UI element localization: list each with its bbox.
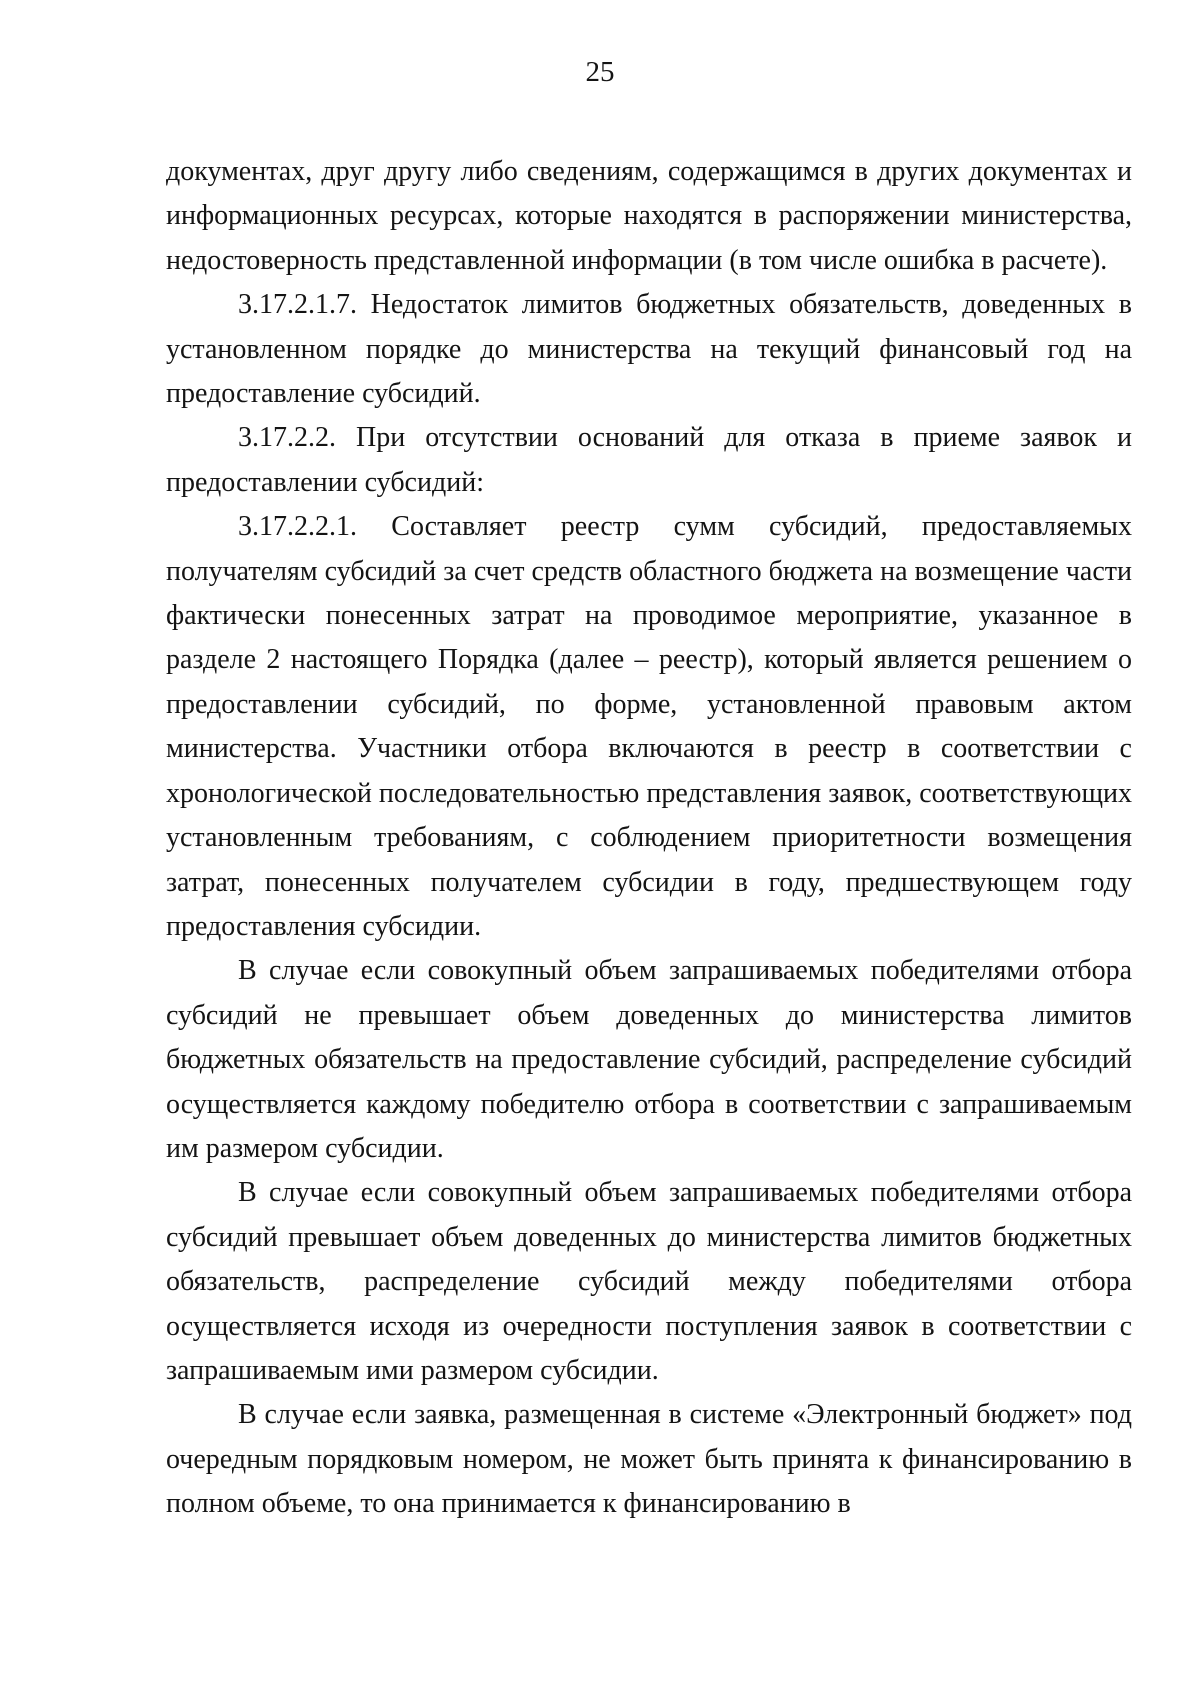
page-number: 25 [585, 56, 615, 88]
paragraph-continued: документах, друг другу либо сведениям, содержащимся в других документах и информационных ресурсах, которые находятся в распоряжении министерства, недостоверность представленной информации (в том числе ошибка в расчете). [166, 156, 1132, 276]
document-body [166, 150, 1132, 1527]
paragraph-3-17-2-2: 3.17.2.2. При отсутствии оснований для отказа в приеме заявок и предоставлении субсидий: [166, 422, 1132, 498]
paragraph-distribution-within-limits: В случае если совокупный объем запрашиваемых победителями отбора субсидий не превышает объем доведенных до министерства лимитов бюджетных обязательств на предоставление субсидий, распределение субсидий осуществляется каждому победителю отбора в соответствии с запрашиваемым им размером субсидии. [166, 955, 1132, 1164]
paragraph-partial-financing: В случае если заявка, размещенная в системе «Электронный бюджет» под очередным порядковым номером, не может быть принята к финансированию в полном объеме, то она принимается к финансированию в [166, 1399, 1132, 1520]
paragraph-3-17-2-2-1: 3.17.2.2.1. Составляет реестр сумм субсидий, предоставляемых получателям субсидий за счет средств областного бюджета на возмещение части фактически понесенных затрат на проводимое мероприятие, указанное в разделе 2 настоящего Порядка (далее – реестр), который является решением о предоставлении субсидий, по форме, установленной правовым актом министерства. Участники отбора включаются в реестр в соответствии с хронологической последовательностью представления заявок, соответствующих установленным требованиям, с соблюдением приоритетности возмещения затрат, понесенных получателем субсидии в году, предшествующем году предоставления субсидии. [166, 511, 1132, 942]
paragraph-3-17-2-1-7: 3.17.2.1.7. Недостаток лимитов бюджетных обязательств, доведенных в установленном порядке до министерства на текущий финансовый год на предоставление субсидий. [166, 289, 1132, 410]
paragraph-distribution-exceeds-limits: В случае если совокупный объем запрашиваемых победителями отбора субсидий превышает объем доведенных до министерства лимитов бюджетных обязательств, распределение субсидий между победителями отбора осуществляется исходя из очередности поступления заявок в соответствии с запрашиваемым ими размером субсидии. [166, 1177, 1132, 1386]
